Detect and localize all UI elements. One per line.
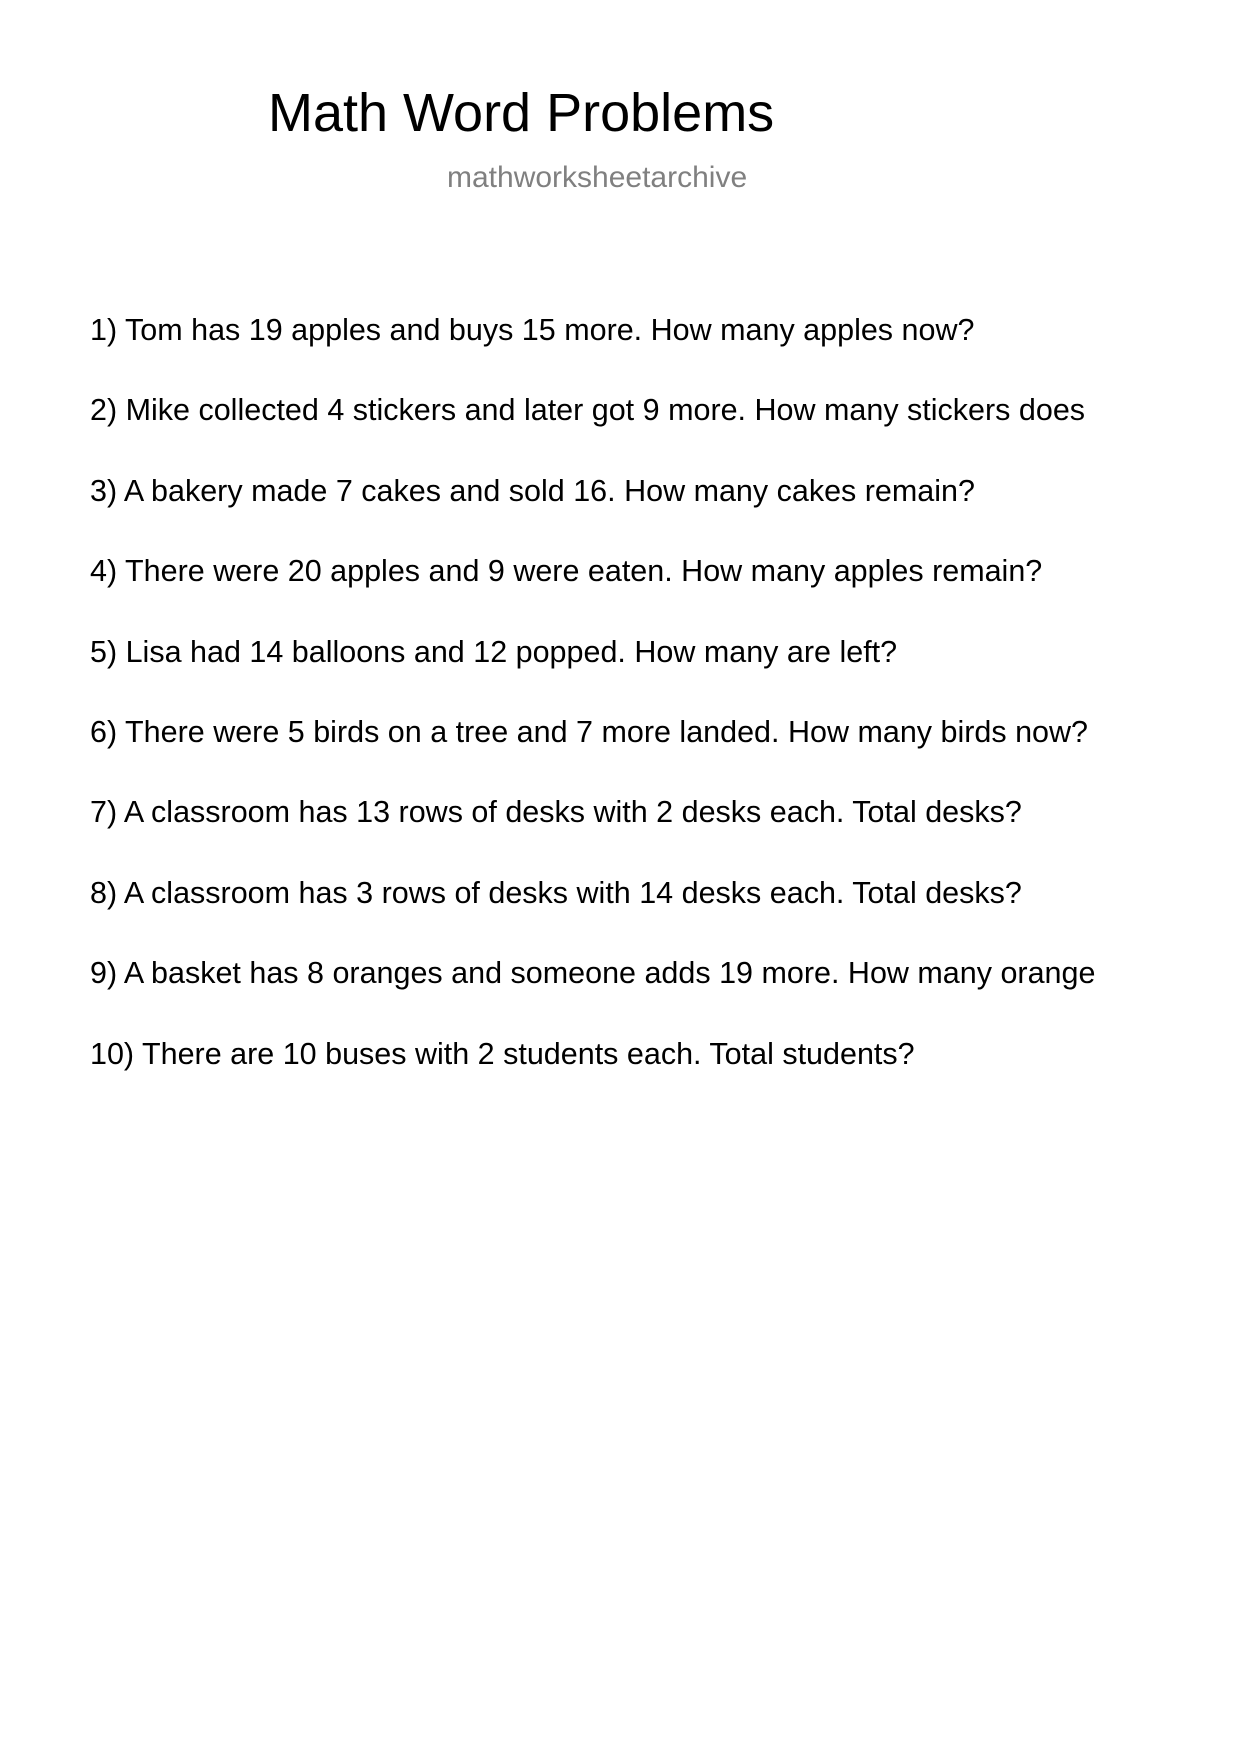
problem-item-4: 4) There were 20 apples and 9 were eaten. How many apples remain? bbox=[90, 554, 1043, 589]
problem-item-3: 3) A bakery made 7 cakes and sold 16. How many cakes remain? bbox=[90, 473, 975, 508]
problem-item-10: 10) There are 10 buses with 2 students each. Total students? bbox=[90, 1036, 915, 1071]
problem-list bbox=[90, 313, 1095, 1117]
problem-item-7: 7) A classroom has 13 rows of desks with 2 desks each. Total desks? bbox=[90, 795, 1022, 830]
problem-item-8: 8) A classroom has 3 rows of desks with 14 desks each. Total desks? bbox=[90, 875, 1022, 910]
problem-item-9: 9) A basket has 8 oranges and someone adds 19 more. How many orange bbox=[90, 956, 1096, 991]
problem-item-6: 6) There were 5 birds on a tree and 7 more landed. How many birds now? bbox=[90, 714, 1088, 749]
source-subtitle: mathworksheetarchive bbox=[447, 161, 748, 194]
page-title: Math Word Problems bbox=[268, 83, 775, 143]
problem-item-5: 5) Lisa had 14 balloons and 12 popped. How many are left? bbox=[90, 634, 898, 669]
problem-item-2: 2) Mike collected 4 stickers and later got 9 more. How many stickers does bbox=[90, 393, 1086, 428]
problem-item-1: 1) Tom has 19 apples and buys 15 more. How many apples now? bbox=[90, 313, 975, 347]
